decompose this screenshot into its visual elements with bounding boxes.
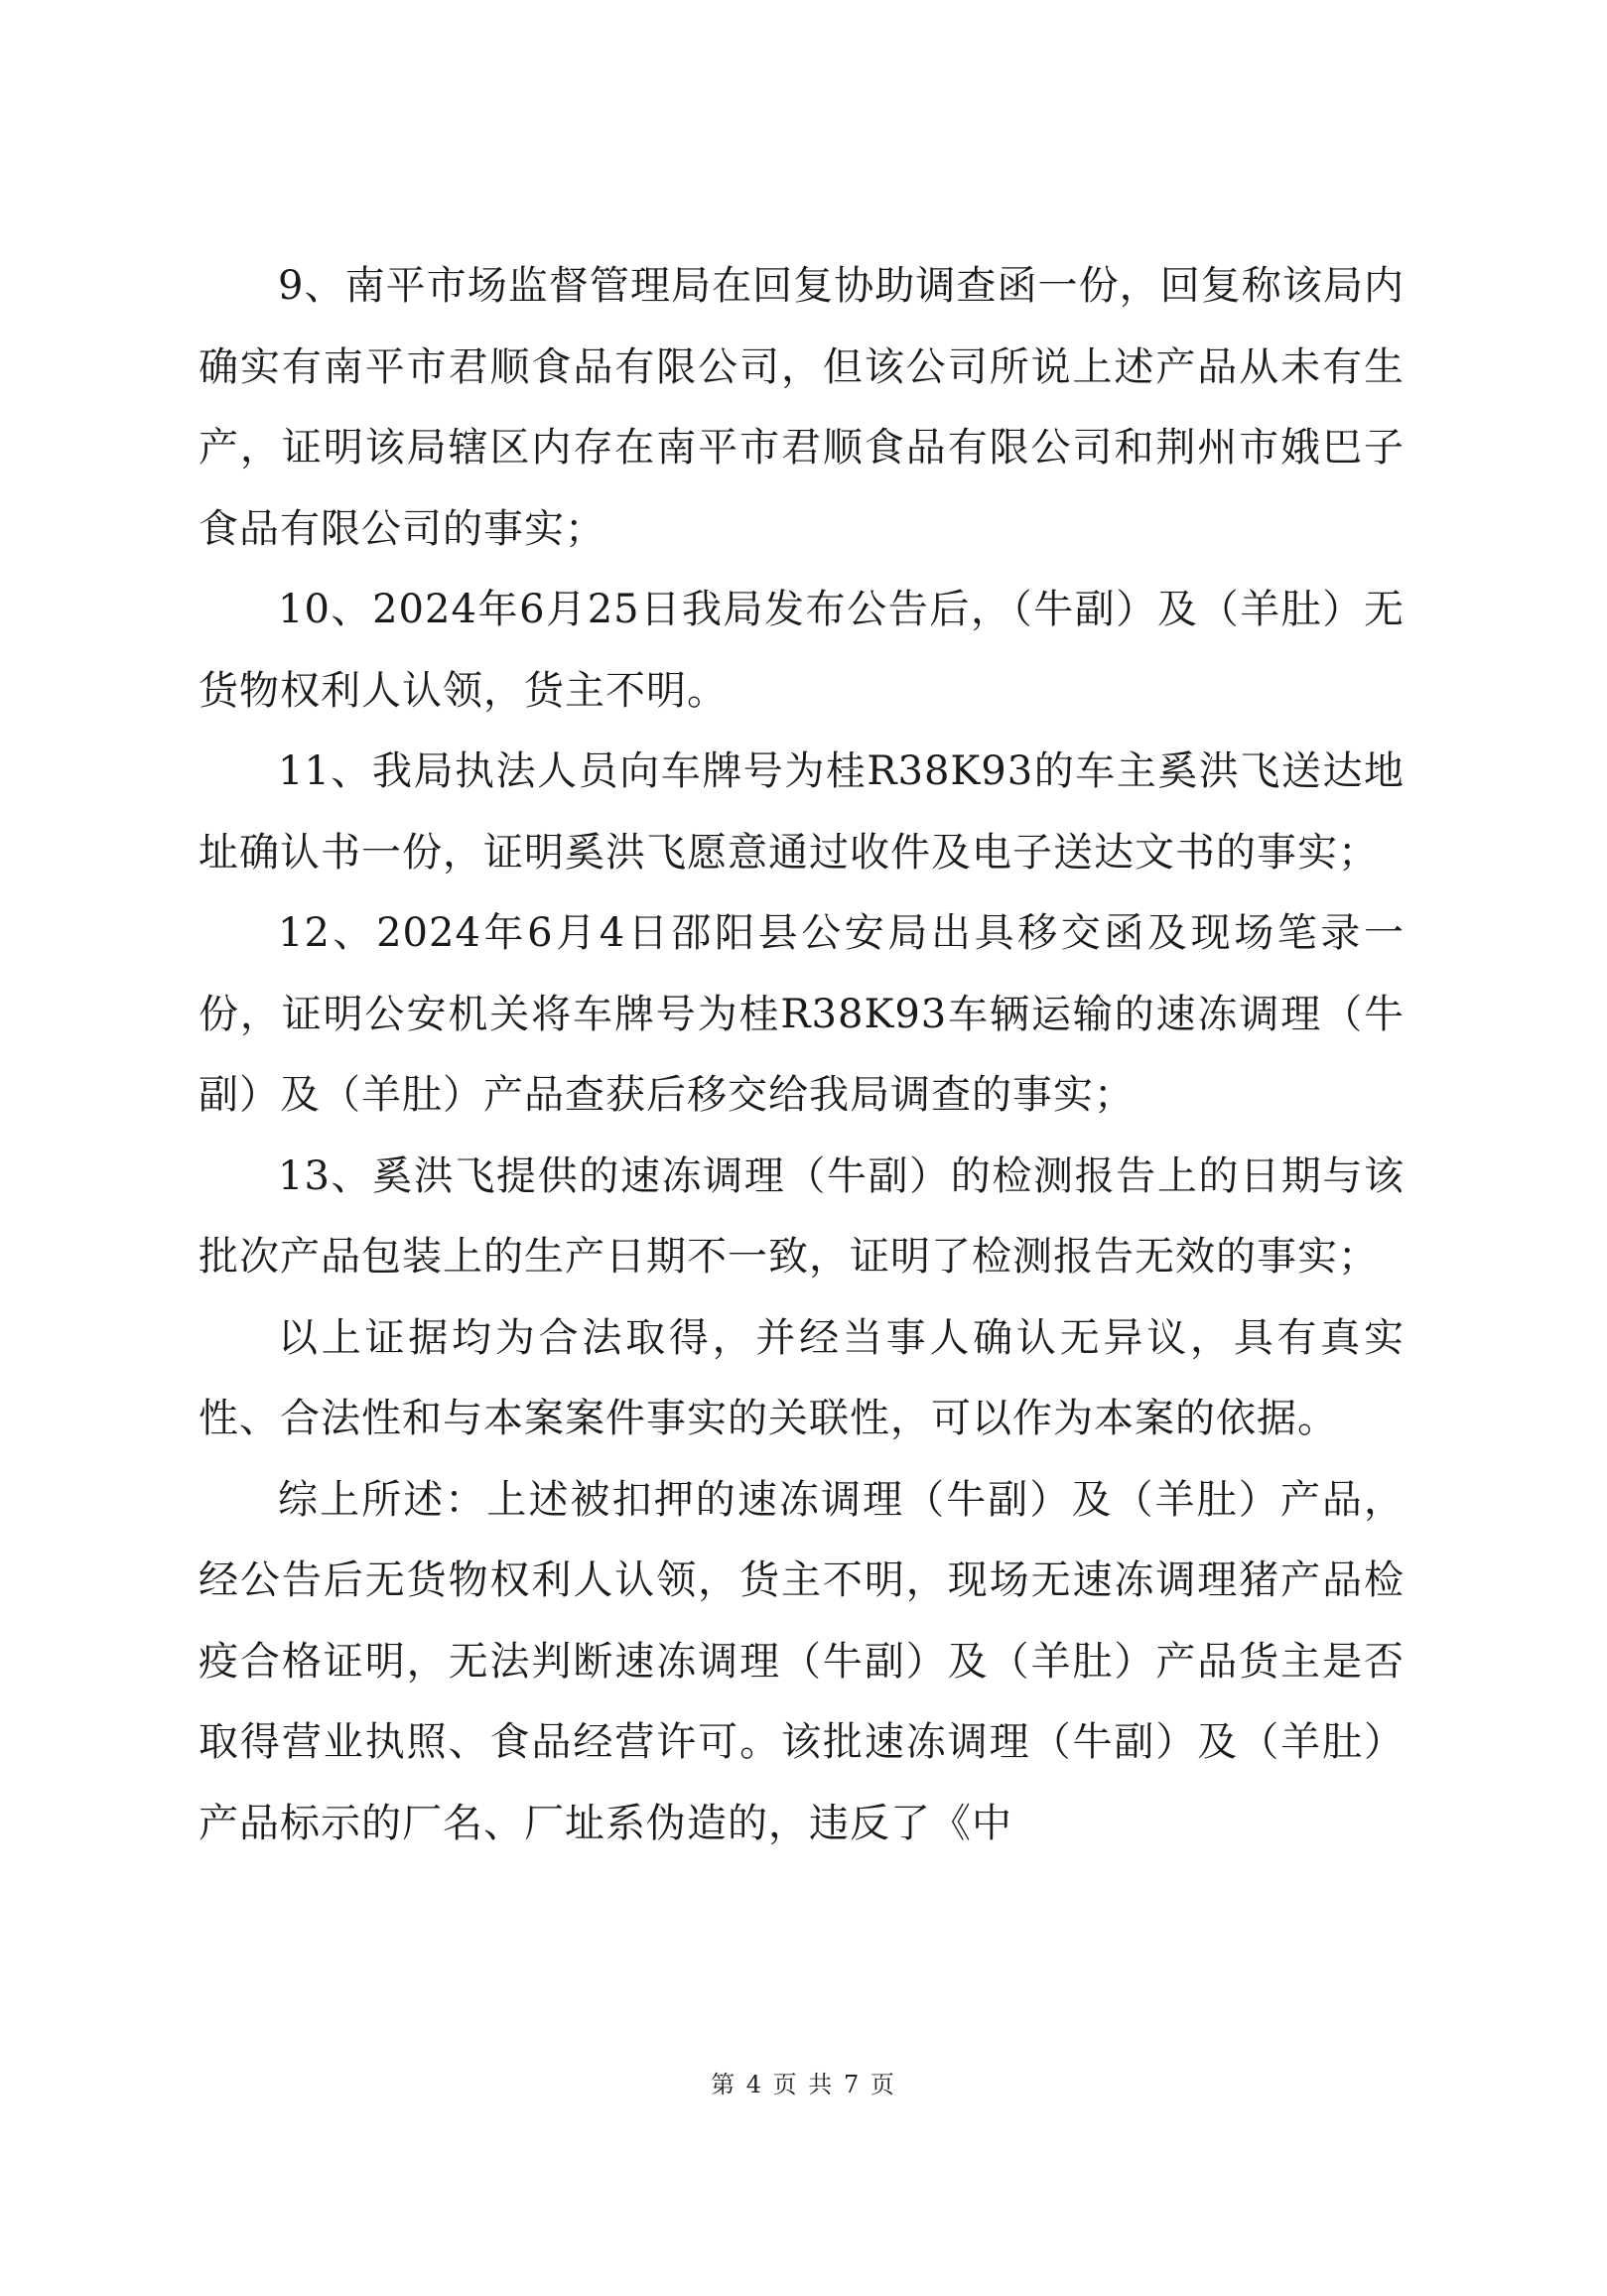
document-body	[199, 246, 1405, 1864]
evidence-item-9: 9、南平市场监督管理局在回复协助调查函一份，回复称该局内确实有南平市君顺食品有限公司，但该公司所说上述产品从未有生产，证明该局辖区内存在南平市君顺食品有限公司和荆州市娥巴子食品有限公司的事实；	[199, 263, 1405, 552]
evidence-summary-paragraph: 以上证据均为合法取得，并经当事人确认无异议，具有真实性、合法性和与本案案件事实的关联性，可以作为本案的依据。	[199, 1314, 1405, 1441]
page-number-footer: 第 4 页 共 7 页	[711, 2071, 896, 2098]
evidence-item-12: 12、2024年6月4日邵阳县公安局出具移交函及现场笔录一份，证明公安机关将车牌号为桂R38K93车辆运输的速冻调理（牛副）及（羊肚）产品查获后移交给我局调查的事实；	[199, 910, 1405, 1118]
conclusion-paragraph: 综上所述：上述被扣押的速冻调理（牛副）及（羊肚）产品，经公告后无货物权利人认领，货主不明，现场无速冻调理猪产品检疫合格证明，无法判断速冻调理（牛副）及（羊肚）产品货主是否取得营业执照、食品经营许可。该批速冻调理（牛副）及（羊肚）产品标示的厂名、厂址系伪造的，违反了《中	[199, 1476, 1405, 1846]
evidence-item-10: 10、2024年6月25日我局发布公告后，（牛副）及（羊肚）无货物权利人认领，货主不明。	[199, 587, 1405, 714]
evidence-item-11: 11、我局执法人员向车牌号为桂R38K93的车主奚洪飞送达地址确认书一份，证明奚洪飞愿意通过收件及电子送达文书的事实；	[199, 748, 1405, 876]
evidence-item-13: 13、奚洪飞提供的速冻调理（牛副）的检测报告上的日期与该批次产品包装上的生产日期不一致，证明了检测报告无效的事实；	[199, 1152, 1405, 1280]
